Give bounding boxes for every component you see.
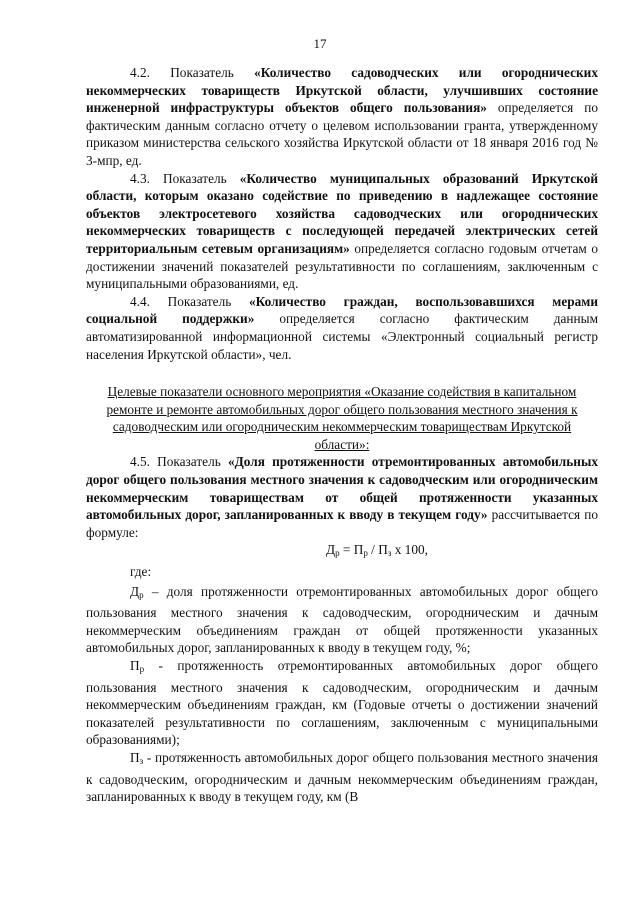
paragraph-4-5 [86, 453, 598, 541]
definition-subscript: з [139, 755, 144, 766]
page-number: 17 [313, 36, 327, 51]
paragraph-prefix: 4.3. Показатель [130, 170, 240, 186]
paragraph-prefix: 4.2. Показатель [130, 65, 255, 80]
paragraph-prefix: 4.5. Показатель [130, 454, 228, 470]
paragraph-prefix: 4.4. Показатель [130, 293, 249, 309]
formula-subscript: р [363, 548, 368, 559]
paragraph-text: рассчитывается по формуле: [86, 507, 598, 540]
document-body [86, 64, 598, 806]
paragraph-4-2 [86, 64, 598, 170]
paragraph-4-4 [86, 293, 598, 363]
formula [156, 541, 598, 563]
definition-pz [86, 749, 598, 806]
formula-part: = П [339, 542, 364, 558]
indicator-title: «Количество муниципальных образований Иркутской области, которым оказано содействие по приведению в надлежащее состояние объектов электросетевого хозяйства садоводческих или огороднических некоммерческих товариществ с последующей передачей электрических сетей территориальным сетевым организациям» [86, 170, 598, 256]
paragraph-text: определяется по фактическим данным согласно отчету о целевом использовании гранта, утвержденному приказом министерства сельского хозяйства Иркутской области от 18 января 2016 год № 3-мпр, ед. [86, 100, 598, 168]
indicator-title: «Количество садоводческих или огороднических некоммерческих товариществ Иркутской области, улучшивших состояние инженерной инфраструктуры объектов общего пользования» [86, 65, 598, 116]
formula-subscript: з [387, 548, 392, 559]
section-heading: Целевые показатели основного мероприятия «Оказание содействия в капитальном ремонте и ремонте автомобильных дорог общего пользования местного значения к садоводческим или огородническим некоммерческим товариществам Иркутской области»: [106, 384, 578, 452]
paragraph-text: определяется согласно годовым отчетам о достижении значений показателей результативности по соглашениям, заключенным с муниципальными образованиями, ед. [86, 240, 599, 292]
definition-symbol: П [130, 749, 140, 765]
paragraph-text: определяется согласно фактическим данным автоматизированной информационной системы «Электронный социальный регистр населения Иркутской области», чел. [86, 311, 598, 362]
definition-subscript: р [139, 664, 145, 674]
indicator-title: «Количество граждан, воспользовавшихся мерами социальной поддержки» [86, 293, 598, 327]
definition-symbol: Д [130, 583, 140, 599]
definition-dr [86, 583, 598, 657]
definition-text: - протяженность отремонтированных автомобильных дорог общего пользования местного значения к садоводческим, огородническим и дачным некоммерческим объединениям граждан, км (Годовые отчеты о достижении значений показателей результативности по соглашениям, заключенным с муниципальными образованиями); [86, 658, 598, 748]
formula-subscript: р [335, 548, 340, 559]
definition-symbol: П [130, 658, 140, 673]
where-label: где: [130, 564, 152, 580]
paragraph-4-3 [86, 170, 598, 293]
definition-pr [86, 657, 598, 749]
definition-subscript: р [139, 589, 144, 600]
formula-symbol: Д [326, 542, 336, 558]
formula-part: х 100, [391, 542, 428, 558]
formula-part: / П [367, 542, 388, 558]
indicator-title: «Доля протяженности отремонтированных автомобильных дорог общего пользования местного значения к садоводческим или огородническим некоммерческим товариществам от общей протяженности указанных автомобильных дорог, запланированных к вводу в текущем году» [86, 454, 598, 523]
definition-text: – доля протяженности отремонтированных автомобильных дорог общего пользования местного значения к садоводческим, огородническим и дачным некоммерческим объединениям граждан от общей протяженности указанных автомобильных дорог, запланированных к вводу в текущем году, %; [86, 583, 598, 656]
definition-text: - протяженность автомобильных дорог общего пользования местного значения к садоводческим, огородническим и дачным некоммерческим объединениям граждан, запланированных к вводу в текущем году, км (В [86, 749, 598, 805]
